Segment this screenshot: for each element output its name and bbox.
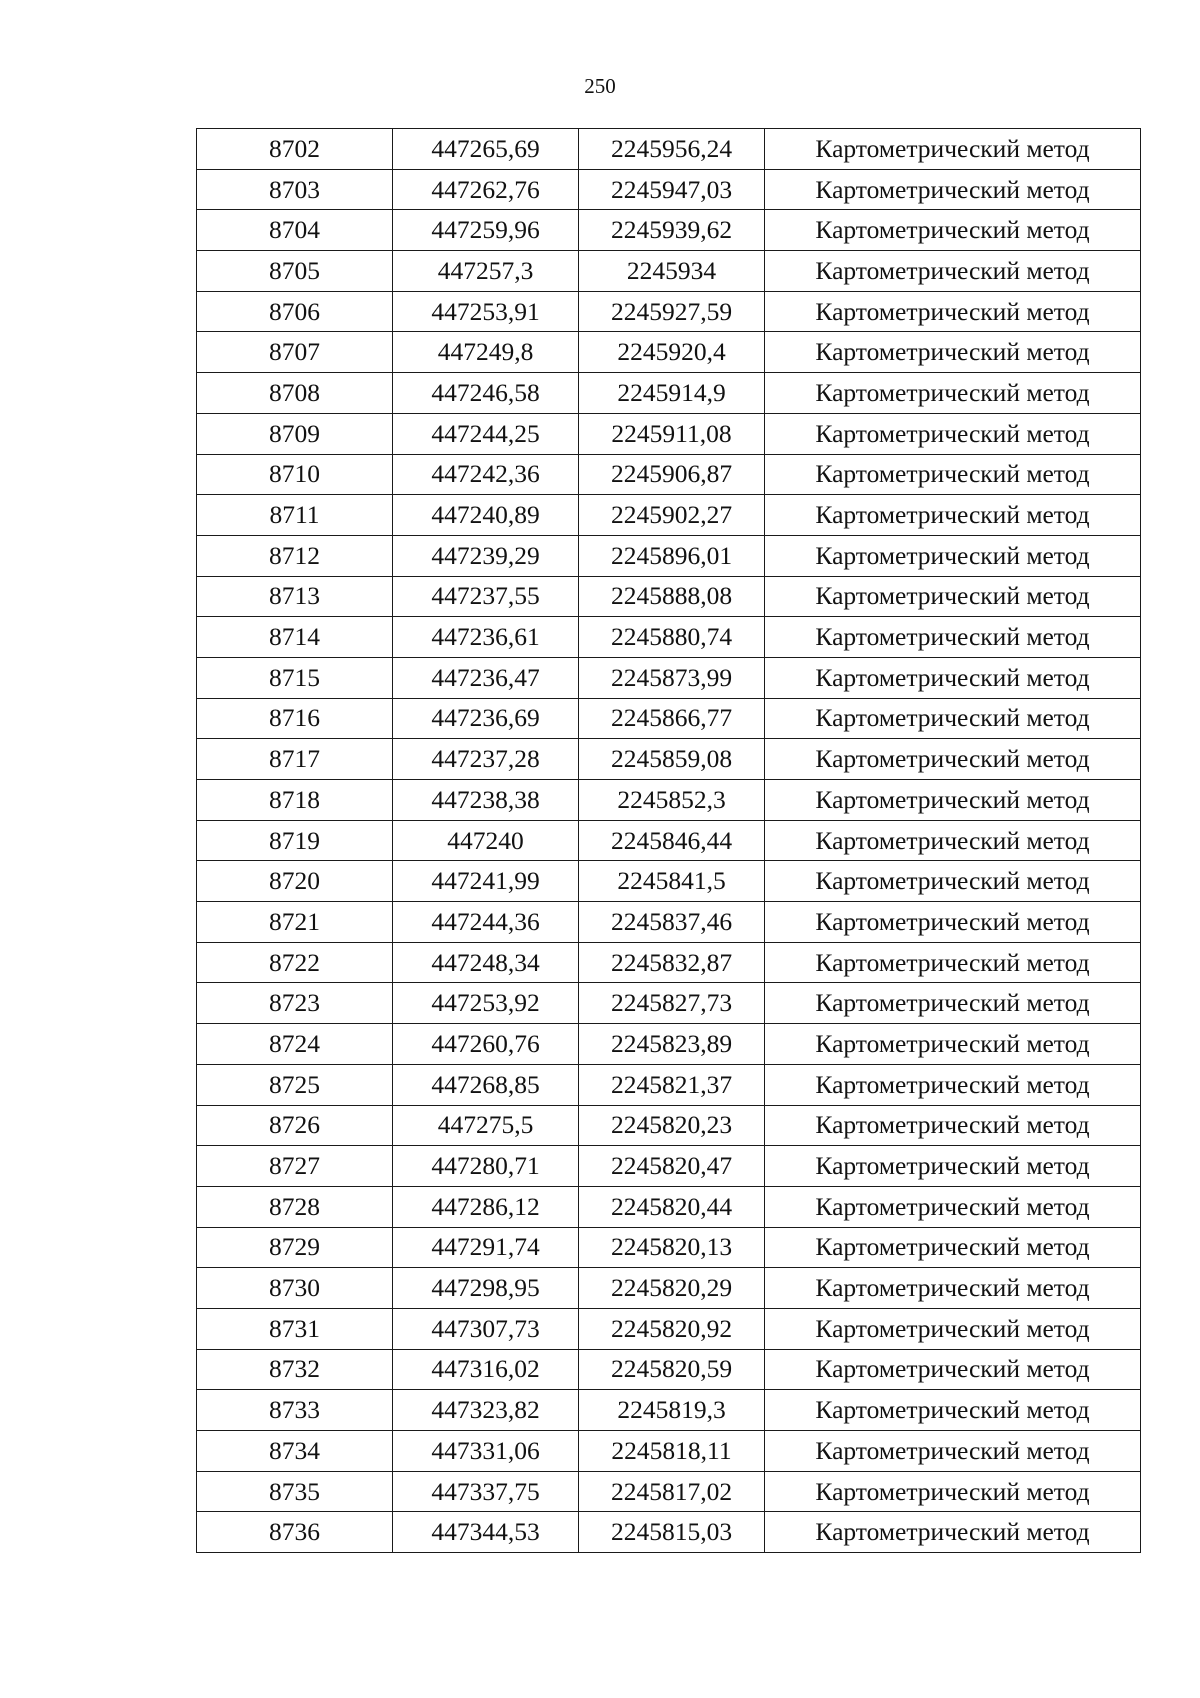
point-number-cell: 8727 [197,1146,393,1187]
y-coordinate-cell: 2245846,44 [579,820,765,861]
table-row [197,902,1141,943]
table-row [197,1471,1141,1512]
y-coordinate-cell: 2245947,03 [579,169,765,210]
method-cell: Картометрический метод [765,820,1141,861]
method-cell: Картометрический метод [765,251,1141,292]
coordinates-table [196,128,1141,1553]
method-cell: Картометрический метод [765,983,1141,1024]
point-number-cell: 8729 [197,1227,393,1268]
point-number-cell: 8730 [197,1268,393,1309]
point-number-cell: 8706 [197,291,393,332]
x-coordinate-cell: 447249,8 [393,332,579,373]
table-row [197,780,1141,821]
point-number-cell: 8707 [197,332,393,373]
method-cell: Картометрический метод [765,535,1141,576]
method-cell: Картометрический метод [765,129,1141,170]
y-coordinate-cell: 2245902,27 [579,495,765,536]
table-row [197,291,1141,332]
method-cell: Картометрический метод [765,1186,1141,1227]
table-row [197,983,1141,1024]
y-coordinate-cell: 2245820,23 [579,1105,765,1146]
table-row [197,1308,1141,1349]
method-cell: Картометрический метод [765,1390,1141,1431]
method-cell: Картометрический метод [765,332,1141,373]
x-coordinate-cell: 447237,28 [393,739,579,780]
point-number-cell: 8732 [197,1349,393,1390]
x-coordinate-cell: 447262,76 [393,169,579,210]
y-coordinate-cell: 2245873,99 [579,657,765,698]
x-coordinate-cell: 447286,12 [393,1186,579,1227]
method-cell: Картометрический метод [765,617,1141,658]
table-row [197,617,1141,658]
point-number-cell: 8714 [197,617,393,658]
x-coordinate-cell: 447244,25 [393,413,579,454]
method-cell: Картометрический метод [765,698,1141,739]
x-coordinate-cell: 447257,3 [393,251,579,292]
method-cell: Картометрический метод [765,657,1141,698]
y-coordinate-cell: 2245939,62 [579,210,765,251]
y-coordinate-cell: 2245832,87 [579,942,765,983]
y-coordinate-cell: 2245817,02 [579,1471,765,1512]
table-row [197,535,1141,576]
y-coordinate-cell: 2245837,46 [579,902,765,943]
y-coordinate-cell: 2245852,3 [579,780,765,821]
x-coordinate-cell: 447241,99 [393,861,579,902]
point-number-cell: 8734 [197,1431,393,1472]
y-coordinate-cell: 2245841,5 [579,861,765,902]
method-cell: Картометрический метод [765,1064,1141,1105]
x-coordinate-cell: 447280,71 [393,1146,579,1187]
method-cell: Картометрический метод [765,1431,1141,1472]
y-coordinate-cell: 2245820,29 [579,1268,765,1309]
y-coordinate-cell: 2245827,73 [579,983,765,1024]
y-coordinate-cell: 2245880,74 [579,617,765,658]
x-coordinate-cell: 447236,69 [393,698,579,739]
y-coordinate-cell: 2245815,03 [579,1512,765,1553]
table-row [197,1186,1141,1227]
x-coordinate-cell: 447240,89 [393,495,579,536]
point-number-cell: 8718 [197,780,393,821]
table-row [197,942,1141,983]
y-coordinate-cell: 2245820,44 [579,1186,765,1227]
table-row [197,169,1141,210]
x-coordinate-cell: 447244,36 [393,902,579,943]
x-coordinate-cell: 447253,91 [393,291,579,332]
method-cell: Картометрический метод [765,739,1141,780]
y-coordinate-cell: 2245920,4 [579,332,765,373]
x-coordinate-cell: 447337,75 [393,1471,579,1512]
y-coordinate-cell: 2245896,01 [579,535,765,576]
y-coordinate-cell: 2245823,89 [579,1024,765,1065]
point-number-cell: 8728 [197,1186,393,1227]
point-number-cell: 8716 [197,698,393,739]
method-cell: Картометрический метод [765,902,1141,943]
table-row [197,210,1141,251]
page-number: 250 [584,74,616,98]
method-cell: Картометрический метод [765,1512,1141,1553]
point-number-cell: 8715 [197,657,393,698]
y-coordinate-cell: 2245820,92 [579,1308,765,1349]
point-number-cell: 8710 [197,454,393,495]
x-coordinate-cell: 447291,74 [393,1227,579,1268]
y-coordinate-cell: 2245888,08 [579,576,765,617]
table-row [197,1227,1141,1268]
method-cell: Картометрический метод [765,413,1141,454]
table-row [197,1064,1141,1105]
table-row [197,820,1141,861]
point-number-cell: 8733 [197,1390,393,1431]
point-number-cell: 8711 [197,495,393,536]
y-coordinate-cell: 2245818,11 [579,1431,765,1472]
point-number-cell: 8736 [197,1512,393,1553]
point-number-cell: 8705 [197,251,393,292]
x-coordinate-cell: 447331,06 [393,1431,579,1472]
y-coordinate-cell: 2245927,59 [579,291,765,332]
x-coordinate-cell: 447307,73 [393,1308,579,1349]
point-number-cell: 8731 [197,1308,393,1349]
point-number-cell: 8725 [197,1064,393,1105]
table-row [197,454,1141,495]
y-coordinate-cell: 2245821,37 [579,1064,765,1105]
point-number-cell: 8720 [197,861,393,902]
coordinates-table-body [197,129,1141,1553]
table-row [197,1146,1141,1187]
x-coordinate-cell: 447316,02 [393,1349,579,1390]
y-coordinate-cell: 2245866,77 [579,698,765,739]
point-number-cell: 8704 [197,210,393,251]
y-coordinate-cell: 2245859,08 [579,739,765,780]
x-coordinate-cell: 447265,69 [393,129,579,170]
method-cell: Картометрический метод [765,1268,1141,1309]
table-row [197,1349,1141,1390]
x-coordinate-cell: 447236,61 [393,617,579,658]
y-coordinate-cell: 2245911,08 [579,413,765,454]
method-cell: Картометрический метод [765,576,1141,617]
method-cell: Картометрический метод [765,210,1141,251]
method-cell: Картометрический метод [765,942,1141,983]
x-coordinate-cell: 447323,82 [393,1390,579,1431]
table-row [197,1268,1141,1309]
point-number-cell: 8702 [197,129,393,170]
table-row [197,576,1141,617]
x-coordinate-cell: 447253,92 [393,983,579,1024]
method-cell: Картометрический метод [765,1146,1141,1187]
y-coordinate-cell: 2245819,3 [579,1390,765,1431]
method-cell: Картометрический метод [765,495,1141,536]
point-number-cell: 8713 [197,576,393,617]
point-number-cell: 8721 [197,902,393,943]
y-coordinate-cell: 2245820,13 [579,1227,765,1268]
method-cell: Картометрический метод [765,861,1141,902]
table-row [197,373,1141,414]
x-coordinate-cell: 447246,58 [393,373,579,414]
method-cell: Картометрический метод [765,1308,1141,1349]
x-coordinate-cell: 447236,47 [393,657,579,698]
y-coordinate-cell: 2245820,59 [579,1349,765,1390]
method-cell: Картометрический метод [765,1349,1141,1390]
x-coordinate-cell: 447240 [393,820,579,861]
table-row [197,1024,1141,1065]
y-coordinate-cell: 2245956,24 [579,129,765,170]
x-coordinate-cell: 447268,85 [393,1064,579,1105]
y-coordinate-cell: 2245820,47 [579,1146,765,1187]
y-coordinate-cell: 2245934 [579,251,765,292]
y-coordinate-cell: 2245906,87 [579,454,765,495]
table-row [197,657,1141,698]
point-number-cell: 8723 [197,983,393,1024]
method-cell: Картометрический метод [765,780,1141,821]
point-number-cell: 8712 [197,535,393,576]
point-number-cell: 8726 [197,1105,393,1146]
method-cell: Картометрический метод [765,169,1141,210]
x-coordinate-cell: 447298,95 [393,1268,579,1309]
method-cell: Картометрический метод [765,1105,1141,1146]
table-row [197,698,1141,739]
table-row [197,495,1141,536]
table-row [197,129,1141,170]
point-number-cell: 8724 [197,1024,393,1065]
x-coordinate-cell: 447344,53 [393,1512,579,1553]
table-row [197,413,1141,454]
point-number-cell: 8735 [197,1471,393,1512]
table-row [197,1431,1141,1472]
point-number-cell: 8709 [197,413,393,454]
table-row [197,861,1141,902]
x-coordinate-cell: 447238,38 [393,780,579,821]
x-coordinate-cell: 447248,34 [393,942,579,983]
method-cell: Картометрический метод [765,454,1141,495]
x-coordinate-cell: 447260,76 [393,1024,579,1065]
table-row [197,1390,1141,1431]
x-coordinate-cell: 447239,29 [393,535,579,576]
x-coordinate-cell: 447259,96 [393,210,579,251]
table-row [197,332,1141,373]
method-cell: Картометрический метод [765,1227,1141,1268]
x-coordinate-cell: 447275,5 [393,1105,579,1146]
table-row [197,1105,1141,1146]
method-cell: Картометрический метод [765,1471,1141,1512]
point-number-cell: 8722 [197,942,393,983]
method-cell: Картометрический метод [765,1024,1141,1065]
y-coordinate-cell: 2245914,9 [579,373,765,414]
point-number-cell: 8708 [197,373,393,414]
point-number-cell: 8703 [197,169,393,210]
table-row [197,739,1141,780]
point-number-cell: 8719 [197,820,393,861]
table-row [197,251,1141,292]
method-cell: Картометрический метод [765,373,1141,414]
point-number-cell: 8717 [197,739,393,780]
x-coordinate-cell: 447242,36 [393,454,579,495]
x-coordinate-cell: 447237,55 [393,576,579,617]
method-cell: Картометрический метод [765,291,1141,332]
table-row [197,1512,1141,1553]
